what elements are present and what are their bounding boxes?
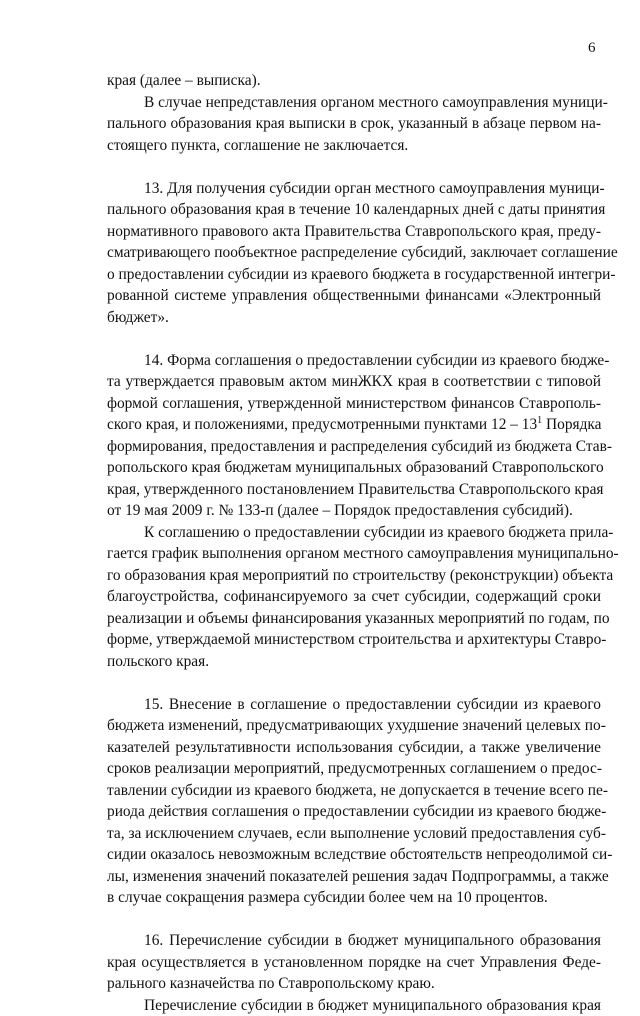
text-line: лы, изменения значений показателей решения задач Подпрограммы, а также xyxy=(107,866,601,888)
paragraph-gap xyxy=(107,328,601,350)
text-line: 13. Для получения субсидии орган местного самоуправления муници- xyxy=(107,178,601,200)
text-line: нормативного правового акта Правительства Ставропольского края, преду- xyxy=(107,221,601,243)
text-line: от 19 мая 2009 г. № 133-п (далее – Порядок предоставления субсидий). xyxy=(107,500,601,522)
text-line: форме, утверждаемой министерством строительства и архитектуры Ставро- xyxy=(107,629,601,651)
text-line: риода действия соглашения о предоставлении субсидии из краевого бюдже- xyxy=(107,801,601,823)
page-number: 6 xyxy=(588,40,596,57)
text-line: благоустройства, софинансируемого за счет субсидии, содержащий сроки xyxy=(107,586,601,608)
text-line: К соглашению о предоставлении субсидии из краевого бюджета прила- xyxy=(107,522,601,544)
paragraph xyxy=(107,178,601,329)
text-line: ского края, и положениями, предусмотренными пунктами $12 - 13^1$ Порядка xyxy=(107,414,601,436)
text-line: го образования края мероприятий по строительству (реконструкции) объекта xyxy=(107,565,601,587)
text-line: польского края. xyxy=(107,651,601,673)
text-line: сроков реализации мероприятий, предусмотренных соглашением о предос- xyxy=(107,758,601,780)
text-line: края осуществляется в установленном порядке на счет Управления Феде- xyxy=(107,952,601,974)
text-line: тавлении субсидии из краевого бюджета, не допускается в течение всего пе- xyxy=(107,780,601,802)
paragraph xyxy=(107,92,601,157)
paragraph xyxy=(107,995,601,1016)
text-line: реализации и объемы финансирования указанных мероприятий по годам, по xyxy=(107,608,601,630)
paragraph-gap xyxy=(107,156,601,178)
text-line: казателей результативности использования субсидии, а также увеличение xyxy=(107,737,601,759)
paragraph-gap xyxy=(107,909,601,931)
text-line: края, утвержденного постановлением Правительства Ставропольского края xyxy=(107,479,601,501)
text-line: сидии оказалось невозможным вследствие обстоятельств непреодолимой си- xyxy=(107,844,601,866)
text-line: стоящего пункта, соглашение не заключается. xyxy=(107,135,601,157)
paragraph-gap xyxy=(107,672,601,694)
superscript: 1 xyxy=(537,415,542,426)
text-line: Перечисление субсидии в бюджет муниципального образования края xyxy=(107,995,601,1016)
text-line: формирования, предоставления и распределения субсидий из бюджета Став- xyxy=(107,436,601,458)
paragraph xyxy=(107,694,601,909)
text-line: края (далее – выписка). xyxy=(107,70,601,92)
text-line: пального образования края выписки в срок, указанный в абзаце первом на- xyxy=(107,113,601,135)
paragraph xyxy=(107,350,601,522)
text-line: в случае сокращения размера субсидии более чем на 10 процентов. xyxy=(107,887,601,909)
document-body xyxy=(107,70,601,1016)
paragraph xyxy=(107,930,601,995)
text-line: ропольского края бюджетам муниципальных образований Ставропольского xyxy=(107,457,601,479)
text-line: 15. Внесение в соглашение о предоставлении субсидии из краевого xyxy=(107,694,601,716)
text-line: формой соглашения, утвержденной министерством финансов Ставрополь- xyxy=(107,393,601,415)
paragraph xyxy=(107,70,601,92)
text-line: гается график выполнения органом местного самоуправления муниципально- xyxy=(107,543,601,565)
text-line: бюджета изменений, предусматривающих ухудшение значений целевых по- xyxy=(107,715,601,737)
text-line: рального казначейства по Ставропольскому краю. xyxy=(107,973,601,995)
text-line: пального образования края в течение 10 календарных дней с даты принятия xyxy=(107,199,601,221)
text-line: о предоставлении субсидии из краевого бюджета в государственной интегри- xyxy=(107,264,601,286)
text-line: та утверждается правовым актом минЖКХ края в соответствии с типовой xyxy=(107,371,601,393)
text-line: рованной системе управления общественными финансами «Электронный xyxy=(107,285,601,307)
text-line: 14. Форма соглашения о предоставлении субсидии из краевого бюдже- xyxy=(107,350,601,372)
text-line: В случае непредставления органом местного самоуправления муници- xyxy=(107,92,601,114)
paragraph xyxy=(107,522,601,673)
text-line: та, за исключением случаев, если выполнение условий предоставления суб- xyxy=(107,823,601,845)
text-line: 16. Перечисление субсидии в бюджет муниципального образования xyxy=(107,930,601,952)
text-line: сматривающего пообъектное распределение субсидий, заключает соглашение xyxy=(107,242,601,264)
text-line: бюджет». xyxy=(107,307,601,329)
